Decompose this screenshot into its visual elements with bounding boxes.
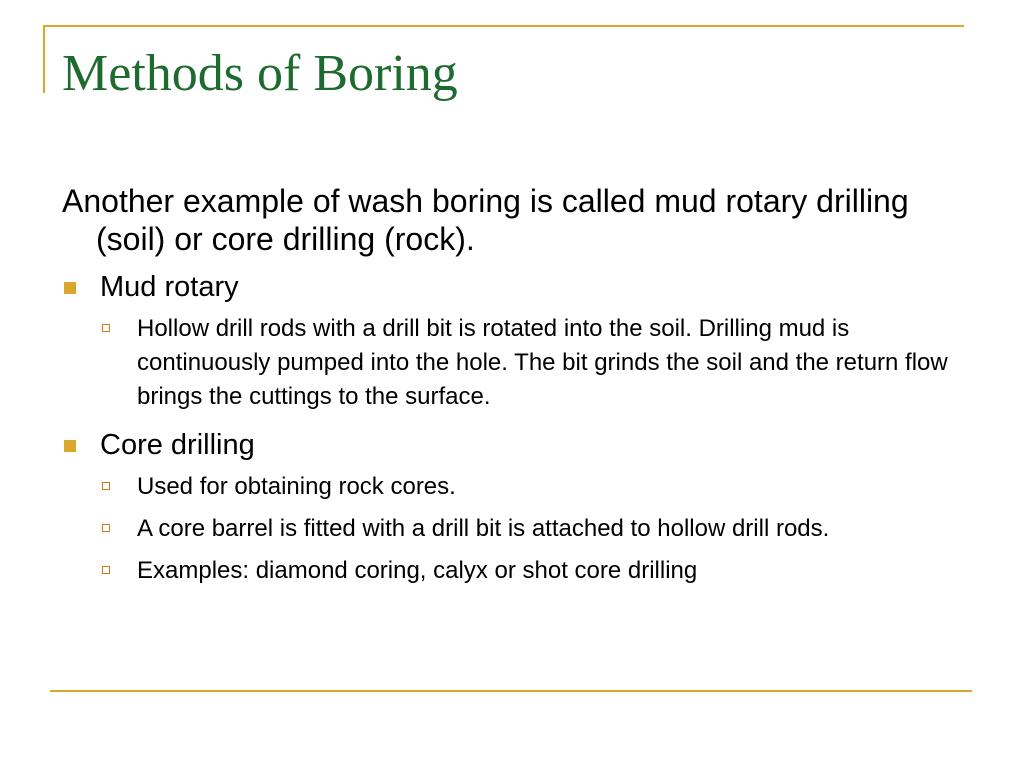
hollow-square-bullet-icon xyxy=(102,566,110,574)
bullet-label: Mud rotary xyxy=(100,271,239,303)
sub-bullet xyxy=(62,554,962,588)
hollow-square-bullet-icon xyxy=(102,482,110,490)
bullet-core-drilling xyxy=(62,426,962,464)
bottom-rule xyxy=(50,690,972,692)
hollow-square-bullet-icon xyxy=(102,524,110,532)
sub-bullet xyxy=(62,470,962,504)
sub-bullet xyxy=(62,312,962,414)
slide-body xyxy=(62,182,962,600)
core-drilling-sublist xyxy=(62,470,962,588)
bullet-mud-rotary xyxy=(62,268,962,306)
square-bullet-icon xyxy=(64,440,76,452)
sub-bullet-text: Examples: diamond coring, calyx or shot core drilling xyxy=(137,557,698,584)
mud-rotary-sublist xyxy=(62,312,962,414)
sub-bullet xyxy=(62,512,962,546)
hollow-square-bullet-icon xyxy=(102,324,110,332)
intro-paragraph: Another example of wash boring is called mud rotary drilling (soil) or core drilling (rock). xyxy=(62,183,909,257)
left-rule xyxy=(43,25,45,93)
sub-bullet-text: Used for obtaining rock cores. xyxy=(137,473,456,500)
bullet-label: Core drilling xyxy=(100,429,255,461)
top-rule xyxy=(43,25,964,27)
sub-bullet-text: Hollow drill rods with a drill bit is rotated into the soil. Drilling mud is continuously pumped into the hole. The bit grinds the soil and the return flow brings the cuttings to the surface. xyxy=(137,315,948,410)
square-bullet-icon xyxy=(64,282,76,294)
sub-bullet-text: A core barrel is fitted with a drill bit is attached to hollow drill rods. xyxy=(137,515,830,542)
slide-title: Methods of Boring xyxy=(62,45,458,102)
